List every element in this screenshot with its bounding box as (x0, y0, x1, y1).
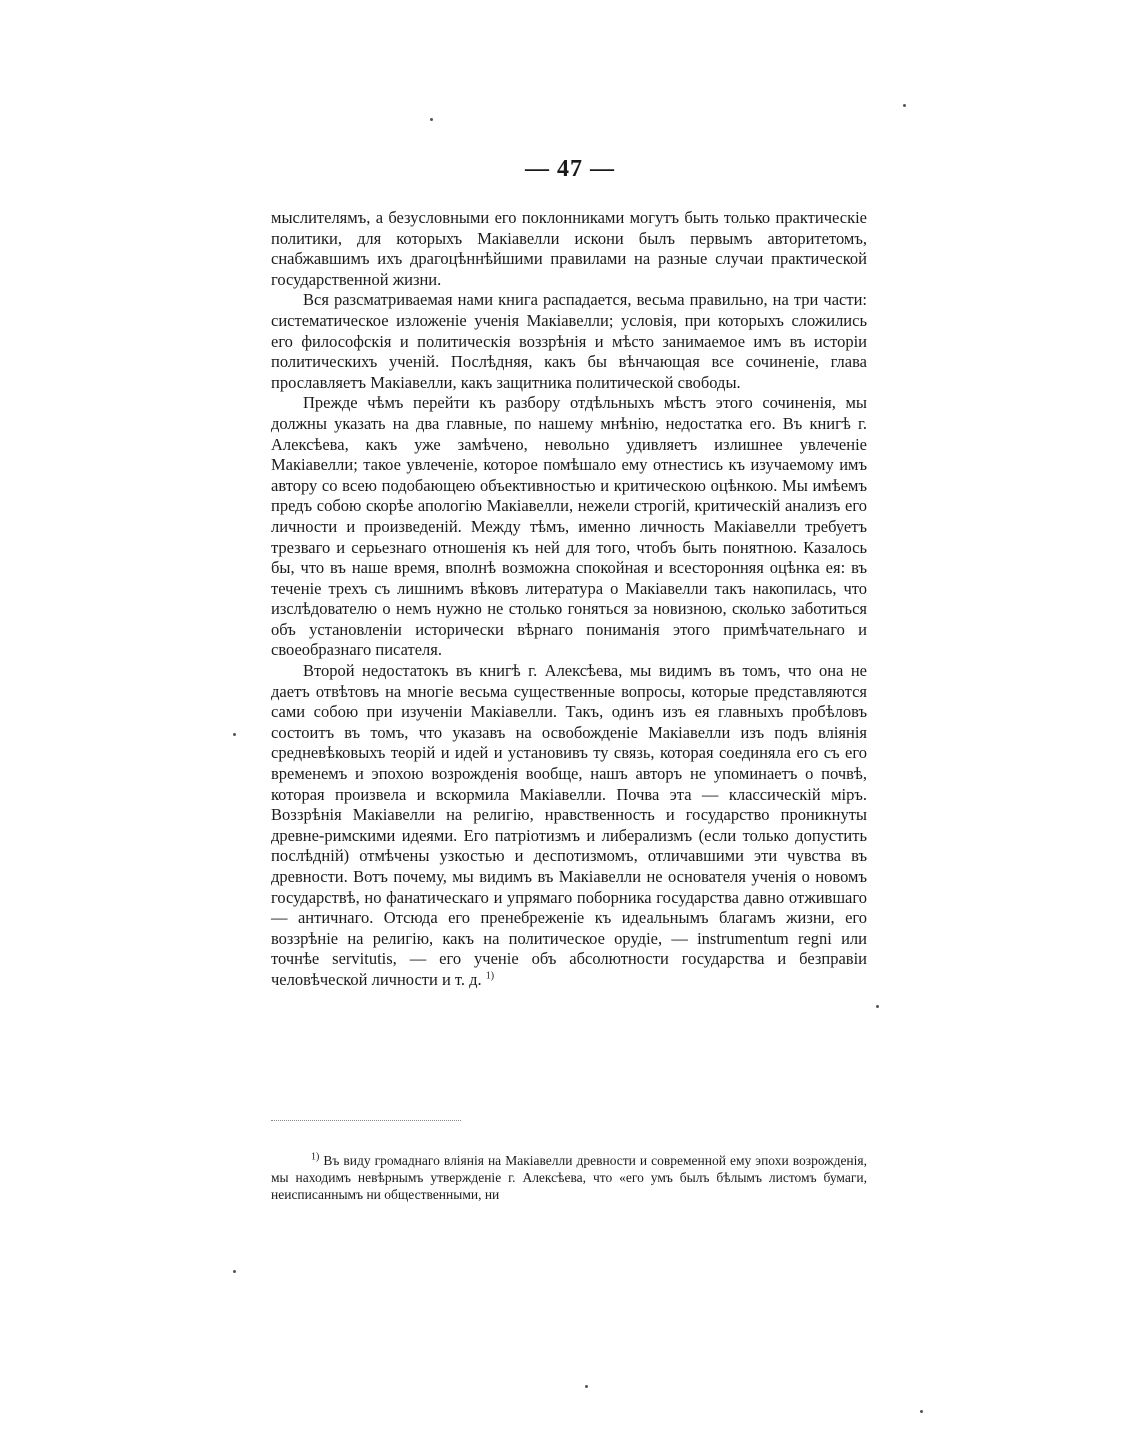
footnote-reference: 1) (485, 970, 495, 982)
footnote-text: Въ виду громаднаго вліянія на Макіавелли древности и современной ему эпохи возрожденія, мы находимъ невѣрнымъ утвержденіе г. Алексѣева, что «его умъ былъ бѣлымъ листомъ бумаги, неисписаннымъ ни общественными, ни (271, 1153, 867, 1202)
scan-speck (233, 733, 236, 736)
scan-speck (233, 1270, 236, 1273)
page-number: — 47 — (525, 156, 615, 182)
scan-speck (876, 1005, 879, 1008)
body-text (271, 208, 867, 991)
paragraph: Вся разсматриваемая нами книга распадается, весьма правильно, на три части: систематическое изложеніе ученія Макіавелли; условія, при которыхъ сложились его философскія и политическія воззрѣнія и мѣсто занимаемое имъ въ исторіи политическихъ ученій. Послѣдняя, какъ бы вѣнчающая все сочиненіе, глава прославляетъ Макіавелли, какъ защитника политической свободы. (271, 290, 867, 392)
paragraph-text: Второй недостатокъ въ книгѣ г. Алексѣева, мы видимъ въ томъ, что она не даетъ отвѣтовъ на многіе весьма существенные вопросы, которые представляются сами собою при изученіи Макіавелли. Такъ, одинъ изъ ея главныхъ пробѣловъ состоитъ въ томъ, что указавъ на освобожденіе Макіавелли изъ подъ вліянія средневѣковыхъ теорій и идей и установивъ ту связь, которая соединяла его съ его временемъ и эпохою возрожденія вообще, нашъ авторъ не упоминаетъ о почвѣ, которая произвела и вскормила Макіавелли. Почва эта — классическій міръ. Воззрѣнія Макіавелли на религію, нравственность и государство проникнуты древне-римскими идеями. Его патріотизмъ и либерализмъ (если только допустить послѣдній) отмѣчены узкостью и деспотизмомъ, отличавшими эти чувства въ древности. Вотъ почему, мы видимъ въ Макіавелли не основателя ученія о новомъ государствѣ, но фанатическаго и упрямаго поборника государства давно отжившаго — античнаго. Отсюда его пренебреженіе къ идеальнымъ благамъ жизни, его воззрѣніе на религію, какъ на политическое орудіе, — instrumentum regni или точнѣе servitutis, — его ученіе объ абсолютности государства и безправіи человѣческой личности и т. д. (271, 661, 867, 989)
footnote-divider (271, 1120, 461, 1121)
scan-speck (430, 118, 433, 121)
scan-speck (585, 1385, 588, 1388)
scan-speck (903, 104, 906, 107)
footnote (271, 1152, 867, 1203)
paragraph: мыслителямъ, а безусловными его поклонниками могутъ быть только практическіе политики, для которыхъ Макіавелли искони былъ первымъ авторитетомъ, снабжавшимъ ихъ драгоцѣннѣйшими правилами на разные случаи практической государственной жизни. (271, 208, 867, 289)
scan-speck (920, 1410, 923, 1413)
paragraph (271, 661, 867, 991)
footnote-mark: 1) (311, 1151, 320, 1163)
paragraph: Прежде чѣмъ перейти къ разбору отдѣльныхъ мѣстъ этого сочиненія, мы должны указать на два главные, по нашему мнѣнію, недостатка его. Въ книгѣ г. Алексѣева, какъ уже замѣчено, невольно удивляетъ излишнее увлеченіе Макіавелли; такое увлеченіе, которое помѣшало ему отнестись къ изучаемому имъ автору со всею подобающею объективностью и критическою оцѣнкою. Мы имѣемъ предъ собою скорѣе апологію Макіавелли, нежели строгій, критическій анализъ его личности и произведеній. Между тѣмъ, именно личность Макіавелли требуетъ трезваго и серьезнаго отношенія къ ней для того, чтобъ быть понятною. Казалось бы, что въ наше время, вполнѣ возможна спокойная и всесторонняя оцѣнка ея: въ теченіе трехъ съ лишнимъ вѣковъ литература о Макіавелли такъ накопилась, что изслѣдователю о немъ нужно не столько гоняться за новизною, сколько заботиться объ установленіи исторически вѣрнаго пониманія этого примѣчательнаго и своеобразнаго писателя. (271, 393, 867, 660)
